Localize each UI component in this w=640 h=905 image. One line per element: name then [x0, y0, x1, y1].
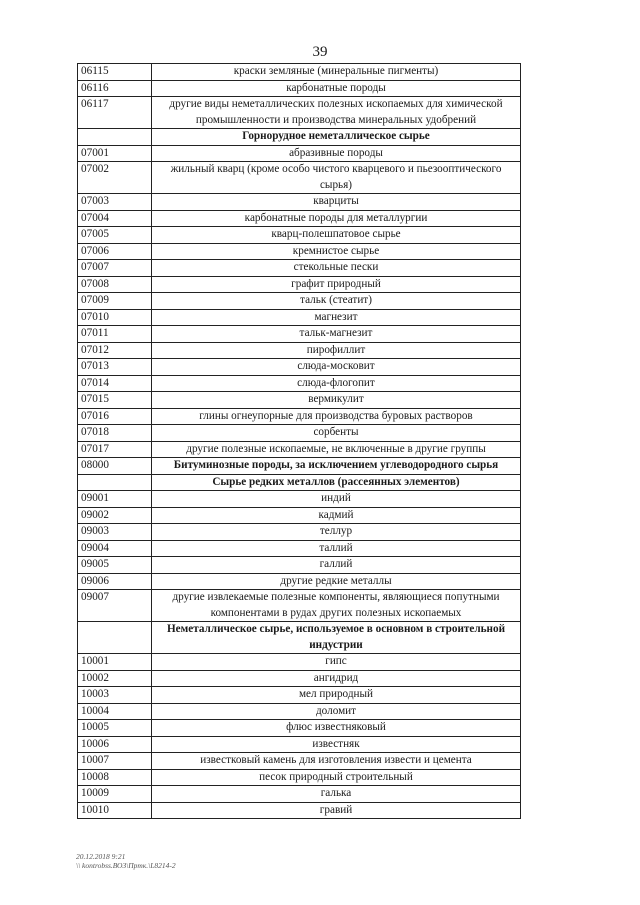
name-cell: магнезит [152, 309, 521, 326]
table-row [78, 392, 521, 409]
code-cell: 09003 [78, 524, 152, 541]
table-row [78, 210, 521, 227]
table-row [78, 64, 521, 81]
code-cell: 07008 [78, 276, 152, 293]
code-cell: 07009 [78, 293, 152, 310]
name-cell: ангидрид [152, 670, 521, 687]
code-cell: 07006 [78, 243, 152, 260]
code-cell: 10007 [78, 753, 152, 770]
table-row [78, 162, 521, 194]
table-row [78, 720, 521, 737]
name-cell: теллур [152, 524, 521, 541]
name-cell: карбонатные породы [152, 80, 521, 97]
code-cell: 07011 [78, 326, 152, 343]
code-cell: 06115 [78, 64, 152, 81]
code-cell: 07018 [78, 425, 152, 442]
name-cell: стекольные пески [152, 260, 521, 277]
code-cell: 10002 [78, 670, 152, 687]
table-row [78, 359, 521, 376]
table-row [78, 309, 521, 326]
code-cell: 07014 [78, 375, 152, 392]
code-cell: 10001 [78, 654, 152, 671]
table-row [78, 293, 521, 310]
name-cell: пирофиллит [152, 342, 521, 359]
name-cell: абразивные породы [152, 145, 521, 162]
table-row [78, 227, 521, 244]
table-row [78, 786, 521, 803]
section-heading-row [78, 129, 521, 146]
section-heading-row [78, 622, 521, 654]
table-row [78, 590, 521, 622]
code-cell: 10005 [78, 720, 152, 737]
name-cell: графит природный [152, 276, 521, 293]
name-cell: индий [152, 491, 521, 508]
code-cell: 07012 [78, 342, 152, 359]
name-cell: флюс известняковый [152, 720, 521, 737]
table-row [78, 342, 521, 359]
code-cell: 07002 [78, 162, 152, 194]
code-cell: 10010 [78, 802, 152, 819]
table-row [78, 670, 521, 687]
name-cell: карбонатные породы для металлургии [152, 210, 521, 227]
name-cell: тальк-магнезит [152, 326, 521, 343]
name-cell: кадмий [152, 507, 521, 524]
code-cell: 07013 [78, 359, 152, 376]
code-cell: 09004 [78, 540, 152, 557]
table-row [78, 243, 521, 260]
table-row [78, 491, 521, 508]
name-cell: песок природный строительный [152, 769, 521, 786]
code-cell: 10003 [78, 687, 152, 704]
code-cell [78, 129, 152, 146]
code-cell: 10008 [78, 769, 152, 786]
table-row [78, 703, 521, 720]
table-row [78, 557, 521, 574]
name-cell: сорбенты [152, 425, 521, 442]
section-heading-cell: Горнорудное неметаллическое сырье [152, 129, 521, 146]
code-cell: 09007 [78, 590, 152, 622]
name-cell: известняк [152, 736, 521, 753]
section-heading-cell: Битуминозные породы, за исключением углеводородного сырья [152, 458, 521, 475]
code-cell: 10009 [78, 786, 152, 803]
table-row [78, 441, 521, 458]
name-cell: гравий [152, 802, 521, 819]
code-cell: 07004 [78, 210, 152, 227]
name-cell: глины огнеупорные для производства буровых растворов [152, 408, 521, 425]
name-cell: другие редкие металлы [152, 573, 521, 590]
footer-file-path: \\ kontrobss.ВОЗ\Пртк.\L8214-2 [76, 861, 176, 870]
table-row [78, 654, 521, 671]
table-row [78, 540, 521, 557]
code-cell: 06116 [78, 80, 152, 97]
table-row [78, 408, 521, 425]
name-cell: краски земляные (минеральные пигменты) [152, 64, 521, 81]
table-row [78, 425, 521, 442]
code-cell [78, 474, 152, 491]
section-heading-row [78, 474, 521, 491]
table-row [78, 97, 521, 129]
name-cell: другие извлекаемые полезные компоненты, являющиеся попутными компонентами в рудах других полезных ископаемых [152, 590, 521, 622]
table-row [78, 375, 521, 392]
code-cell: 10006 [78, 736, 152, 753]
code-cell: 08000 [78, 458, 152, 475]
classification-table [77, 63, 521, 819]
table-row [78, 687, 521, 704]
section-heading-row [78, 458, 521, 475]
code-cell: 07001 [78, 145, 152, 162]
code-cell: 07017 [78, 441, 152, 458]
table-row [78, 326, 521, 343]
code-cell: 09005 [78, 557, 152, 574]
table-row [78, 573, 521, 590]
name-cell: гипс [152, 654, 521, 671]
code-cell: 09001 [78, 491, 152, 508]
table-row [78, 524, 521, 541]
code-cell: 07005 [78, 227, 152, 244]
table-row [78, 260, 521, 277]
name-cell: слюда-флогопит [152, 375, 521, 392]
name-cell: другие полезные ископаемые, не включенные в другие группы [152, 441, 521, 458]
section-heading-cell: Неметаллическое сырье, используемое в основном в строительной индустрии [152, 622, 521, 654]
table-row [78, 507, 521, 524]
name-cell: тальк (стеатит) [152, 293, 521, 310]
name-cell: таллий [152, 540, 521, 557]
table-row [78, 753, 521, 770]
name-cell: другие виды неметаллических полезных ископаемых для химической промышленности и производства минеральных удобрений [152, 97, 521, 129]
table-row [78, 194, 521, 211]
table-row [78, 802, 521, 819]
name-cell: галлий [152, 557, 521, 574]
name-cell: кремнистое сырье [152, 243, 521, 260]
code-cell: 07003 [78, 194, 152, 211]
code-cell [78, 622, 152, 654]
code-cell: 06117 [78, 97, 152, 129]
table-row [78, 736, 521, 753]
name-cell: мел природный [152, 687, 521, 704]
code-cell: 07010 [78, 309, 152, 326]
name-cell: вермикулит [152, 392, 521, 409]
code-cell: 09002 [78, 507, 152, 524]
table-row [78, 145, 521, 162]
table-body [78, 64, 521, 819]
code-cell: 09006 [78, 573, 152, 590]
section-heading-cell: Сырье редких металлов (рассеянных элементов) [152, 474, 521, 491]
table-row [78, 80, 521, 97]
page-number: 39 [312, 44, 328, 60]
name-cell: галька [152, 786, 521, 803]
footer-timestamp: 20.12.2018 9:21 [76, 852, 126, 861]
name-cell: доломит [152, 703, 521, 720]
print-footer [76, 852, 176, 870]
name-cell: известковый камень для изготовления извести и цемента [152, 753, 521, 770]
table-row [78, 769, 521, 786]
name-cell: кварц-полешпатовое сырье [152, 227, 521, 244]
table-row [78, 276, 521, 293]
code-cell: 07016 [78, 408, 152, 425]
name-cell: слюда-московит [152, 359, 521, 376]
name-cell: жильный кварц (кроме особо чистого кварцевого и пьезооптического сырья) [152, 162, 521, 194]
code-cell: 07015 [78, 392, 152, 409]
code-cell: 07007 [78, 260, 152, 277]
code-cell: 10004 [78, 703, 152, 720]
name-cell: кварциты [152, 194, 521, 211]
